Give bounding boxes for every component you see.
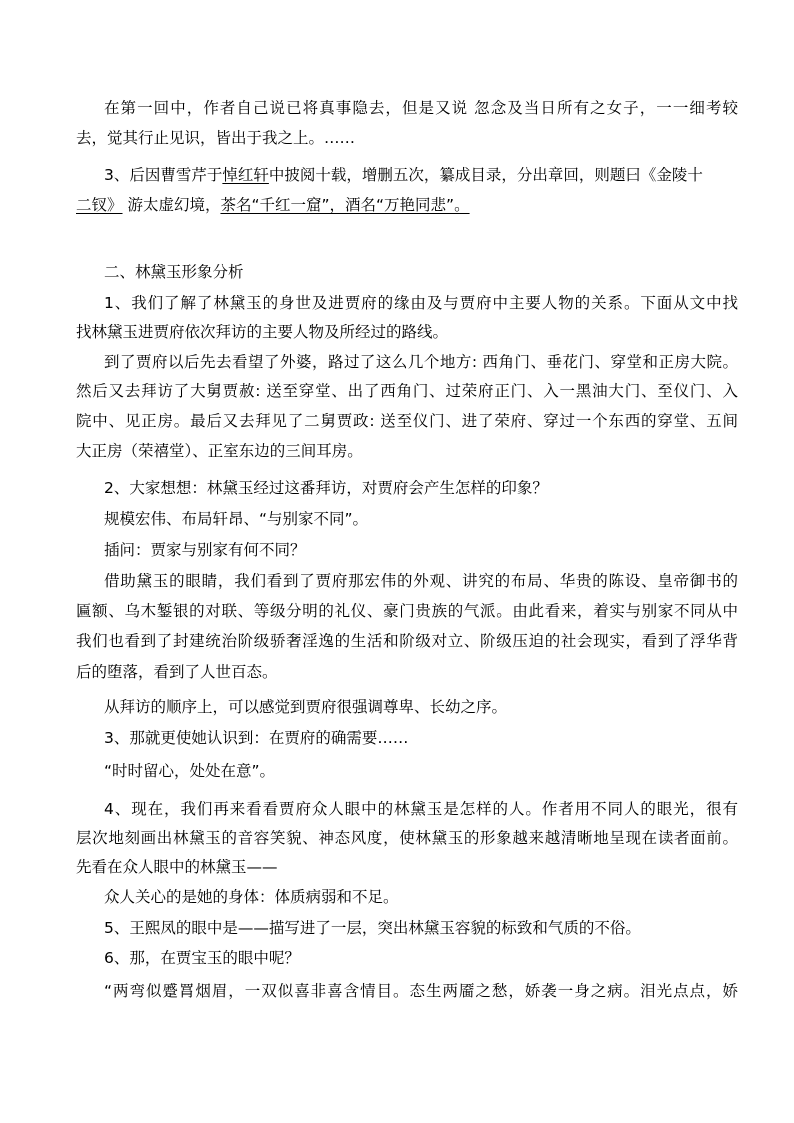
text-span: 游太虚幻境， [122,196,221,214]
section-heading: 二、林黛玉形象分析 [104,263,244,281]
paragraph-line: 大正房（荣禧堂）、正室东边的三间耳房。 [76,442,363,460]
paragraph-line [76,195,470,215]
paragraph-line: 2、大家想想：林黛玉经过这番拜访，对贾府会产生怎样的印象？ [104,479,548,497]
paragraph-line: 规模宏伟、布局轩昂、“与别家不同”。 [104,510,369,528]
paragraph-line: 找林黛玉进贾府依次拜访的主要人物及所经过的路线。 [76,323,449,341]
paragraph-line: 4、现在，我们再来看看贾府众人眼中的林黛玉是怎样的人。作者用不同人的眼光，很有 [104,800,738,818]
paragraph-line: 匾额、乌木錾银的对联、等级分明的礼仪、豪门贵族的气派。由此看来，着实与别家不同从中 [76,602,738,620]
underlined-text: 二钗》 [76,196,123,214]
paragraph-line: “时时留心，处处在意”。 [104,762,276,780]
paragraph-line: 借助黛玉的眼睛，我们看到了贾府那宏伟的外观、讲究的布局、华贵的陈设、皇帝御书的 [104,572,738,590]
paragraph-line: 然后又去拜访了大舅贾赦: 送至穿堂、出了西角门、过荣府正门、入一黑油大门、至仪门、入 [76,382,738,400]
text-span: 3、后因曹雪芹于 [104,166,223,184]
paragraph-line: 在第一回中，作者自己说已将真事隐去，但是又说 忽念及当日所有之女子，一一细考较 [104,99,738,117]
paragraph-line: 层次地刻画出林黛玉的音容笑貌、神态风度，使林黛玉的形象越来越清晰地呈现在读者面前。 [76,829,738,847]
underlined-text: 茶名“千红一窟”，酒名“万艳同悲”。 [220,196,470,214]
paragraph-line: 从拜访的顺序上，可以感觉到贾府很强调尊卑、长幼之序。 [104,698,508,716]
paragraph-line: 后的堕落，看到了人世百态。 [76,663,278,681]
paragraph-line: 到了贾府以后先去看望了外婆，路过了这么几个地方: 西角门、垂花门、穿堂和正房大院。 [104,353,738,371]
paragraph-line: 先看在众人眼中的林黛玉—— [76,858,278,876]
paragraph-line: 3、那就更使她认识到：在贾府的确需要…… [104,729,409,747]
paragraph-line: “两弯似蹙罥烟眉，一双似喜非喜含情目。态生两靥之愁，娇袭一身之病。泪光点点，娇 [104,982,738,1000]
paragraph-line: 我们也看到了封建统治阶级骄奢淫逸的生活和阶级对立、阶级压迫的社会现实，看到了浮华背 [76,632,738,650]
paragraph-line: 插问：贾家与别家有何不同？ [104,541,306,559]
paragraph-line: 众人关心的是她的身体：体质病弱和不足。 [104,888,399,906]
paragraph-line: 1、我们了解了林黛玉的身世及进贾府的缘由及与贾府中主要人物的关系。下面从文中找 [104,294,738,312]
underlined-text: 悼红轩 [222,166,269,184]
paragraph-line [104,165,703,185]
paragraph-line: 去，觉其行止见识，皆出于我之上。…… [76,129,356,147]
paragraph-line: 5、王熙凤的眼中是——描写进了一层，突出林黛玉容貌的标致和气质的不俗。 [104,919,641,937]
paragraph-line: 6、那，在贾宝玉的眼中呢？ [104,949,300,967]
text-span: 中披阅十载，增删五次，纂成目录，分出章回，则题曰《金陵十 [268,166,703,184]
paragraph-line: 院中、见正房。最后又去拜见了二舅贾政: 送至仪门、进了荣府、穿过一个东西的穿堂、五间 [76,412,738,430]
